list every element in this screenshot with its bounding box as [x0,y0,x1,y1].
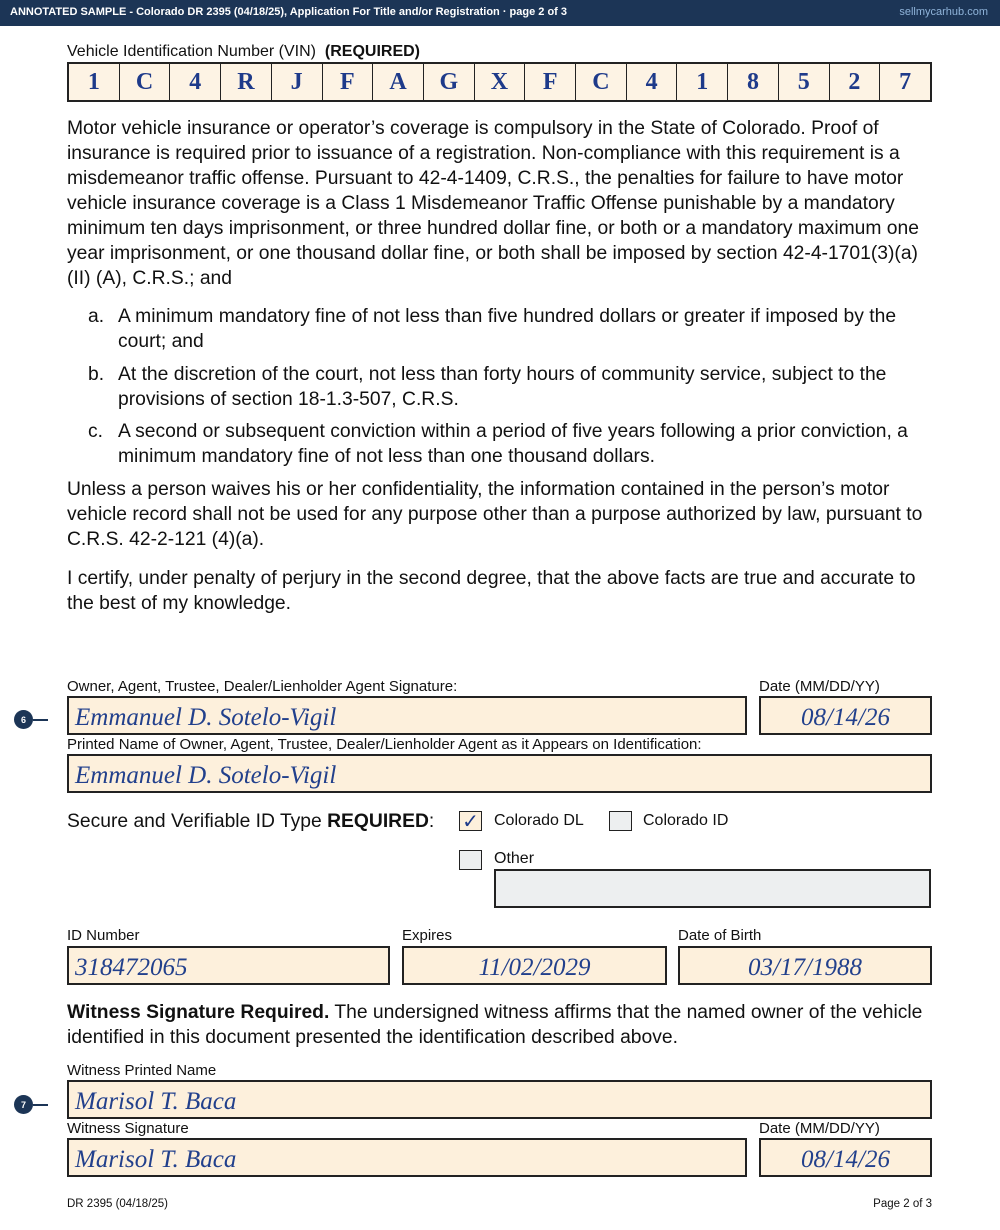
certify-paragraph: I certify, under penalty of perjury in the second degree, that the above facts are true and accurate to the best of my knowledge. [67,568,916,614]
footer-form-id: DR 2395 (04/18/25) [67,1198,169,1210]
id-number-field[interactable] [67,946,390,985]
vin-char-cell: 7 [899,68,912,95]
colorado-dl-label: Colorado DL [494,812,584,829]
vin-char-cell: C [120,64,171,100]
vin-char-cell: R [221,64,272,100]
witness-signature-label: Witness Signature [67,1120,189,1137]
footer-page-number: Page 2 of 3 [873,1198,932,1210]
vin-label-group [67,43,420,61]
witness-printed-name-label: Witness Printed Name [67,1062,217,1079]
insurance-paragraph: Motor vehicle insurance or operator’s coverage is compulsory in the State of Colorado. Proof of insurance is required prior to issuance of a registration. Non-compliance with this requirement is a misdemeanor traffic offense. Pursuant to 42-4-1409, C.R.S., the penalties for failure to have motor vehicle insurance coverage is a Class 1 Misdemeanor Traffic Offense punishable by a mandatory minimum ten days imprisonment, or three hundred dollar fine, or both or a mandatory maximum one year imprisonment, or one thousand dollar fine, or both shall be imposed by section 42-4-1701(3)(a)(II) (A), C.R.S.; and [67,118,919,289]
vin-char-cell: 2 [830,64,881,100]
witness-statement: Witness Signature Required. The undersigned witness affirms that the named owner of the vehicle identified in this document presented the identification described above. [67,1002,923,1048]
other-id-field[interactable] [494,869,931,908]
dob-label: Date of Birth [678,927,762,944]
vin-char-cell: 5 [779,64,830,100]
owner-signature-label: Owner, Agent, Trustee, Dealer/Lienholder Agent Signature: [67,678,458,695]
annotation-leader-line [33,1104,48,1106]
colorado-id-label: Colorado ID [643,812,729,829]
penalty-item [88,304,938,354]
vin-char-cell: 1 [677,64,728,100]
dob-field[interactable] [678,946,932,985]
owner-printed-name-value: Emmanuel D. Sotelo-Vigil [75,762,337,789]
id-number-label: ID Number [67,927,140,944]
witness-printed-name-value: Marisol T. Baca [75,1088,237,1115]
owner-printed-name-field[interactable] [67,754,932,793]
owner-printed-name-label: Printed Name of Owner, Agent, Trustee, Dealer/Lienholder Agent as it Appears on Identification: [67,736,702,753]
penalty-marker: a. [88,306,105,327]
vin-label: Vehicle Identification Number (VIN) [67,43,316,60]
witness-date-field[interactable] [759,1138,932,1177]
id-number-value: 318472065 [75,954,188,981]
id-type-label: Secure and Verifiable ID Type REQUIRED: [67,811,435,832]
witness-date-label: Date (MM/DD/YY) [759,1120,880,1137]
colorado-id-checkbox[interactable] [609,811,632,831]
annotation-marker-7: 7 [14,1095,33,1114]
vin-field[interactable] [67,62,932,102]
vin-char-cell: G [424,64,475,100]
penalty-marker: c. [88,421,103,442]
vin-char-cell: F [525,64,576,100]
penalty-text: A minimum mandatory fine of not less than five hundred dollars or greater if imposed by the court; and [118,306,897,352]
header-site-link[interactable]: sellmycarhub.com [899,6,988,18]
penalty-marker: b. [88,364,105,385]
vin-char-cell: 1 [69,64,120,100]
vin-char-cell: J [272,64,323,100]
witness-printed-name-field[interactable] [67,1080,932,1119]
vin-char-cell: 8 [728,64,779,100]
owner-date-field[interactable] [759,696,932,735]
colorado-dl-checkbox[interactable] [459,811,482,831]
witness-signature-field[interactable] [67,1138,747,1177]
vin-char-cell: 4 [170,64,221,100]
witness-signature-value: Marisol T. Baca [75,1146,237,1173]
annotation-marker-6: 6 [14,710,33,729]
dob-value: 03/17/1988 [748,954,862,981]
witness-date-value: 08/14/26 [801,1146,890,1173]
penalty-text: A second or subsequent conviction within a period of five years following a prior conviction, a minimum mandatory fine of not less than one thousand dollars. [118,421,908,467]
confidentiality-paragraph: Unless a person waives his or her confidentiality, the information contained in the person’s motor vehicle record shall not be used for any purpose other than a purpose authorized by law, pursuant to C.R.S. 42-2-121 (4)(a). [67,479,923,550]
expires-field[interactable] [402,946,667,985]
vin-char-cell: A [373,64,424,100]
vin-char-cell: 4 [627,64,678,100]
vin-char-cell: X [475,64,526,100]
owner-signature-field[interactable] [67,696,747,735]
owner-date-label: Date (MM/DD/YY) [759,678,880,695]
other-id-label: Other [494,850,535,867]
expires-value: 11/02/2029 [478,954,591,981]
owner-date-value: 08/14/26 [801,704,890,731]
header-title: ANNOTATED SAMPLE - Colorado DR 2395 (04/18/25), Application For Title and/or Registration · page 2 of 3 [10,6,568,18]
header-bar [0,0,1000,26]
owner-signature-value: Emmanuel D. Sotelo-Vigil [75,704,337,731]
penalty-item [88,362,938,412]
vin-required-label: (REQUIRED) [324,43,420,60]
vin-char-cell: F [323,64,374,100]
penalty-item [88,419,938,469]
penalty-text: At the discretion of the court, not less than forty hours of community service, subject to the provisions of section 18-1.3-507, C.R.S. [118,364,887,410]
other-id-checkbox[interactable] [459,850,482,870]
check-icon: ✓ [462,809,479,833]
annotation-leader-line [33,719,48,721]
vin-char-cell: C [576,64,627,100]
expires-label: Expires [402,927,453,944]
